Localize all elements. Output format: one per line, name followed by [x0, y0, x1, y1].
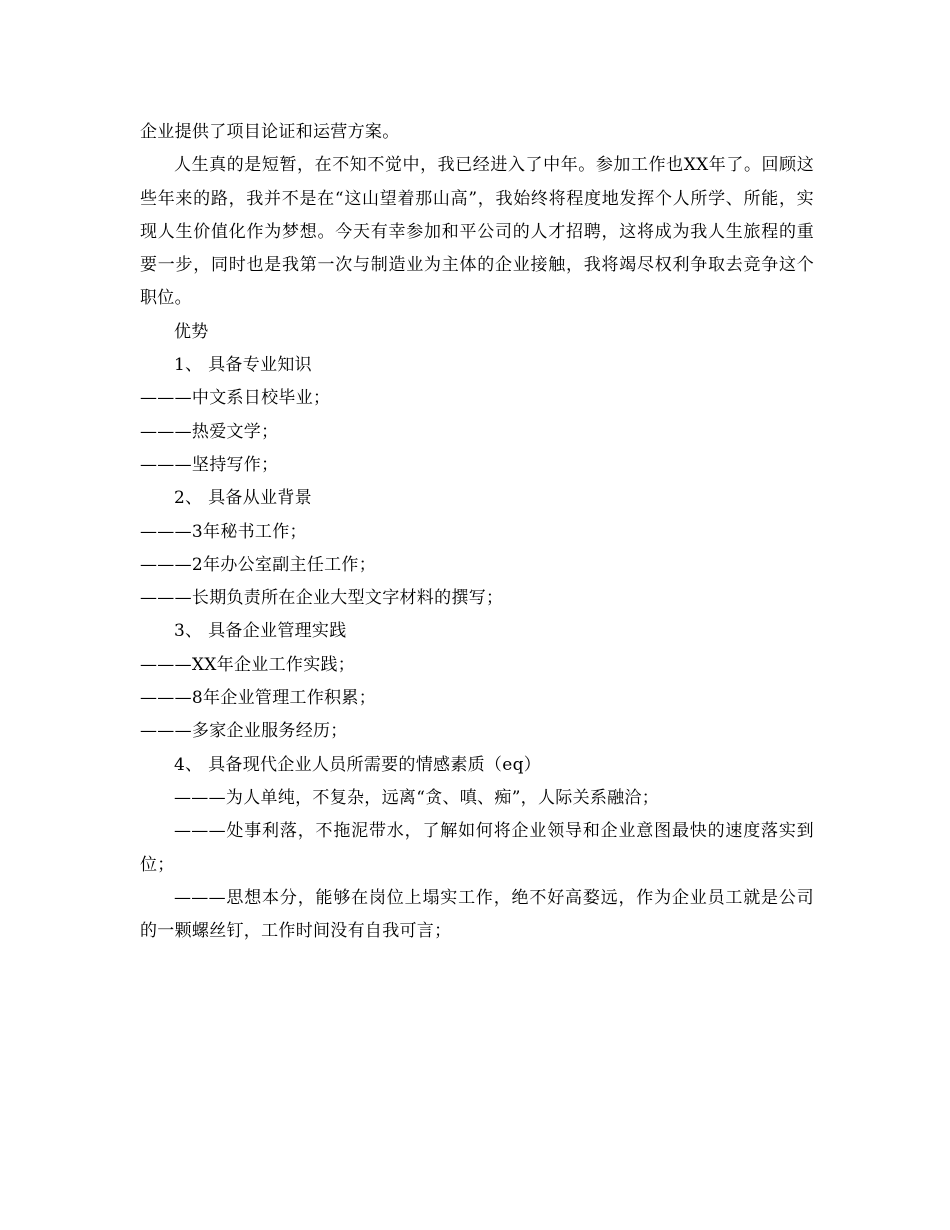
advantage-item-3-heading: 3、 具备企业管理实践 — [174, 621, 347, 642]
advantage-item-4-point: ———思想本分，能够在岗位上塌实工作，绝不好高婺远，作为企业员工就是公司的一颗螺丝钉，工作时间没有自我可言； — [140, 887, 814, 942]
document-body — [140, 116, 814, 948]
paragraph-intro-continuation: 企业提供了项目论证和运营方案。 — [140, 122, 400, 142]
advantage-item-3-point: ———8年企业管理工作积累； — [140, 688, 377, 709]
advantage-item-3-point: ———多家企业服务经历； — [140, 721, 348, 742]
advantage-item-1-point: ———坚持写作； — [140, 454, 279, 475]
advantage-item-3-point: ———XX年企业工作实践； — [140, 654, 356, 675]
advantage-item-4-heading: 4、 具备现代企业人员所需要的情感素质（eq） — [174, 754, 542, 775]
advantage-item-2-point: ———2年办公室副主任工作； — [140, 554, 377, 575]
paragraph-self-introduction: 人生真的是短暂，在不知不觉中，我已经进入了中年。参加工作也XX年了。回顾这些年来的路，我并不是在“这山望着那山高”，我始终将程度地发挥个人所学、所能，实现人生价值化作为梦想。今天有幸参加和平公司的人才招聘，这将成为我人生旅程的重要一步，同时也是我第一次与制造业为主体的企业接触，我将竭尽权利争取去竞争这个职位。 — [140, 155, 814, 309]
advantage-item-4-point: ———为人单纯，不复杂，远离“贪、嗔、痴”，人际关系融洽； — [174, 787, 660, 808]
advantage-item-1-heading: 1、 具备专业知识 — [174, 355, 312, 376]
advantage-item-2-point: ———长期负责所在企业大型文字材料的撰写； — [140, 588, 504, 609]
advantage-item-1-point: ———中文系日校毕业； — [140, 388, 331, 409]
section-heading-advantages: 优势 — [174, 321, 209, 342]
advantage-item-2-point: ———3年秘书工作； — [140, 521, 307, 542]
advantage-item-1-point: ———热爱文学； — [140, 421, 279, 442]
advantage-item-4-point: ———处事利落，不拖泥带水，了解如何将企业领导和企业意图最快的速度落实到位； — [140, 821, 814, 875]
advantage-item-2-heading: 2、 具备从业背景 — [174, 488, 312, 509]
